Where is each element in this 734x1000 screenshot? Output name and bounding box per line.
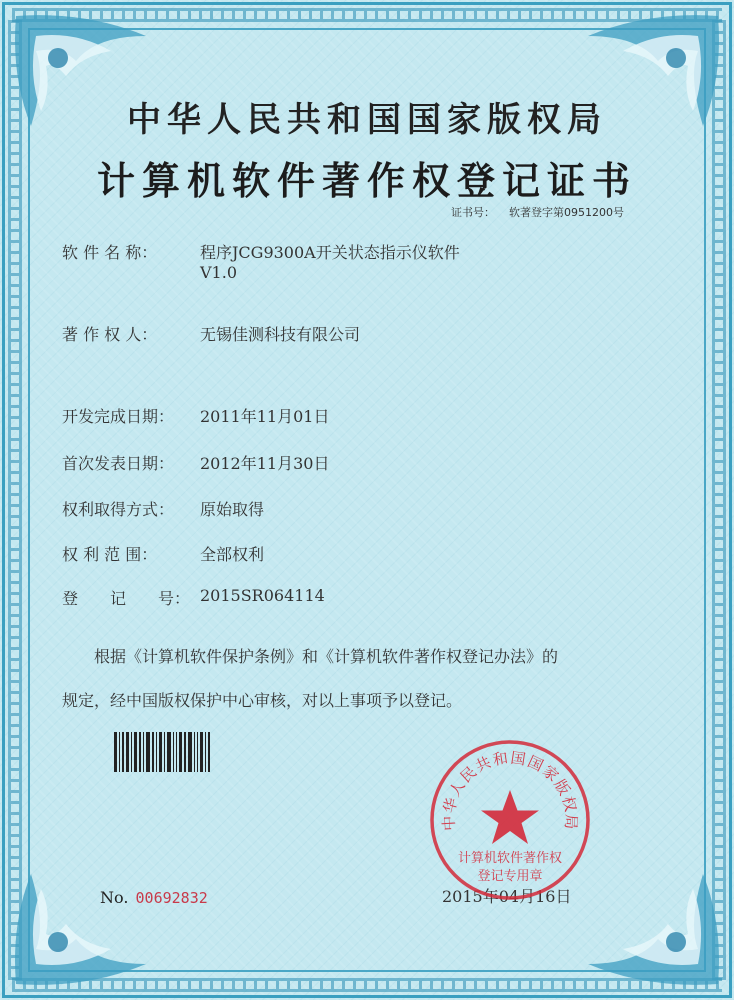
field-owner <box>62 322 360 345</box>
pub-date-label: 首次发表日期： <box>62 454 175 473</box>
issue-date: 2015年04月16日 <box>442 887 572 906</box>
owner-label: 著 作 权 人： <box>62 325 158 344</box>
seal-outer-text: 中华人民共和国国家版权局 <box>439 748 581 832</box>
software-name-value <box>200 240 460 282</box>
software-name-label: 软 件 名 称： <box>62 243 158 262</box>
ornament-corner-icon <box>6 844 156 994</box>
software-name-line1: 程序JCG9300A开关状态指示仪软件 <box>200 243 460 262</box>
serial-number <box>100 888 208 907</box>
paragraph-line1: 根据《计算机软件保护条例》和《计算机软件著作权登记办法》的 <box>94 647 559 666</box>
serial-value: 00692832 <box>135 889 208 907</box>
field-software-name <box>62 240 460 282</box>
pub-date-value: 2012年11月30日 <box>200 454 330 473</box>
ornament-corner-icon <box>578 844 728 994</box>
dev-date-value: 2011年11月01日 <box>200 407 330 426</box>
field-dev-date <box>62 404 329 427</box>
scope-value: 全部权利 <box>200 545 265 564</box>
method-label: 权利取得方式： <box>62 500 175 519</box>
registration-label: 登 记 号： <box>62 589 191 608</box>
official-seal <box>428 738 592 902</box>
seal-inner-line2: 登记专用章 <box>477 869 543 884</box>
paragraph-line2: 规定，经中国版权保护中心审核，对以上事项予以登记。 <box>62 691 463 710</box>
method-value: 原始取得 <box>200 500 265 519</box>
star-icon <box>481 790 539 844</box>
certificate-title: 计算机软件著作权登记证书 <box>96 158 637 203</box>
software-name-line2: V1.0 <box>200 263 237 282</box>
seal-inner-line1: 计算机软件著作权 <box>457 851 563 866</box>
dev-date-label: 开发完成日期： <box>62 407 175 426</box>
field-scope <box>62 542 264 565</box>
certificate-number <box>451 204 624 220</box>
field-method <box>62 497 264 520</box>
scope-label: 权 利 范 围： <box>62 545 158 564</box>
registration-value: 2015SR064114 <box>200 586 325 605</box>
issuer-title: 中华人民共和国国家版权局 <box>127 100 607 140</box>
serial-label: No. <box>100 888 129 907</box>
certificate-number-value: 软著登字第0951200号 <box>509 206 624 219</box>
field-registration-number <box>62 586 325 609</box>
barcode-icon <box>114 732 210 772</box>
owner-value: 无锡佳测科技有限公司 <box>200 325 361 344</box>
field-pub-date <box>62 451 329 474</box>
certificate-number-label: 证书号： <box>451 206 495 219</box>
